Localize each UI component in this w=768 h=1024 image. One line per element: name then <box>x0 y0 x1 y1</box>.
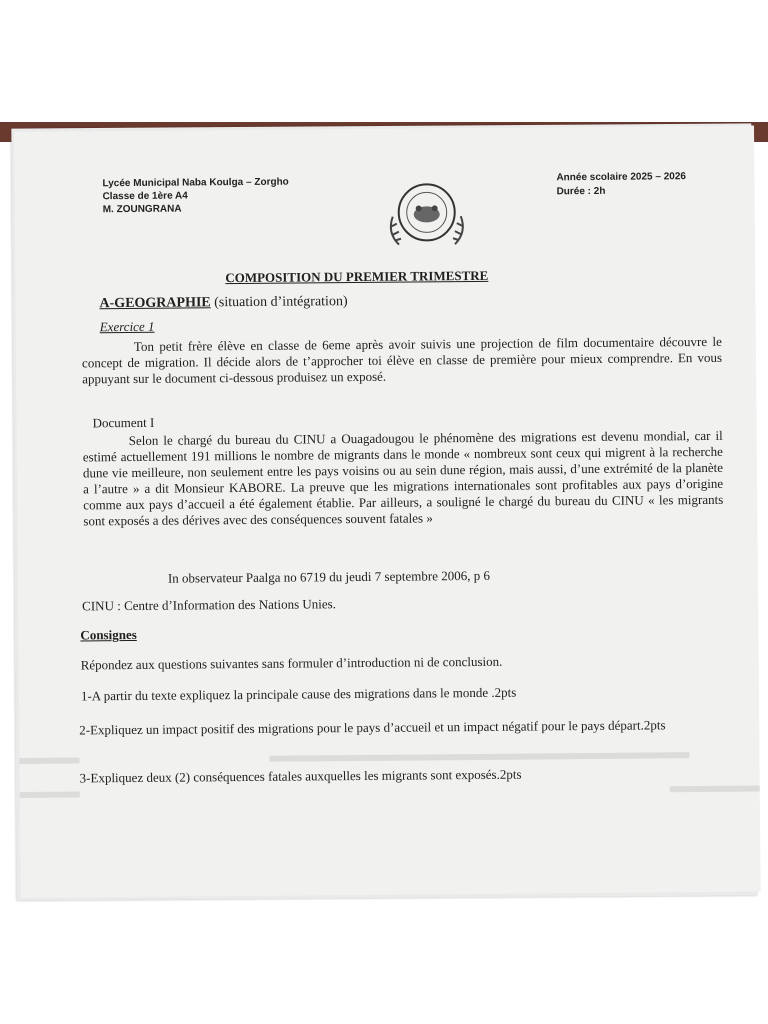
bleed-through-mark <box>269 752 689 762</box>
exercise-intro: Ton petit frère élève en classe de 6eme après avoir suivis une projection de film documentaire découvre le concept de migration. Il décide alors de t’approcher toi élève en classe de première pour mieux comprendre. En vous appuyant sur le document ci-dessous produisez un exposé. <box>81 333 723 387</box>
teacher-name: M. ZOUNGRANA <box>102 203 182 216</box>
bleed-through-mark <box>20 791 80 798</box>
exam-duration: Durée : 2h <box>556 185 606 198</box>
school-emblem-frog-icon <box>378 176 475 253</box>
section-subtitle: (situation d’intégration) <box>214 294 348 311</box>
document-label: Document I <box>92 414 155 431</box>
school-year-block <box>556 170 686 199</box>
bleed-through-mark <box>19 757 79 764</box>
question-3: 3-Expliquez deux (2) conséquences fatales auxquelles les migrants sont exposés.2pts <box>79 766 522 786</box>
cinu-note: CINU : Centre d’Information des Nations Unies. <box>82 596 337 614</box>
section-label: A-GEOGRAPHIE <box>99 295 211 312</box>
section-heading <box>99 294 347 312</box>
consignes-heading: Consignes <box>80 626 137 643</box>
exam-sheet <box>14 126 761 898</box>
school-year: Année scolaire 2025 – 2026 <box>556 171 686 184</box>
document-source: In observateur Paalga no 6719 du jeudi 7 septembre 2006, p 6 <box>167 567 490 586</box>
document-text: Selon le chargé du bureau du CINU a Ouagadougou le phénomène des migrations est devenu mondial, car il estimé actuellement 191 millions le nombre de migrants dans le monde « nombreux sont ceux qui migrent à la recherche dune vie meilleure, non seulement entre les pays voisins ou au sein dune région, mais aussi, d’une extrémité de la planète a l’autre » a dit Monsieur KABORE. La preuve que les migrations internationales sont profitables aux pays d’origine comme aux pays d’accueil a été également établie. Par ailleurs, a souligné le chargé du bureau du CINU « les migrants sont exposés a des dérives avec des conséquences souvent fatales » <box>82 427 724 529</box>
exercise-heading: Exercice 1 <box>99 318 155 335</box>
question-2: 2-Expliquez un impact positif des migrations pour le pays d’accueil et un impact négatif pour le pays départ.2pts <box>79 717 666 738</box>
question-1: 1-A partir du texte expliquez la principale cause des migrations dans le monde .2pts <box>80 684 517 704</box>
bleed-through-mark <box>670 786 760 793</box>
exam-title: COMPOSITION DU PREMIER TRIMESTRE <box>225 267 489 286</box>
school-header <box>102 176 289 217</box>
school-name: Lycée Municipal Naba Koulga – Zorgho <box>102 176 289 190</box>
class-name: Classe de 1ère A4 <box>102 190 188 203</box>
consignes-instruction: Répondez aux questions suivantes sans formuler d’introduction ni de conclusion. <box>80 653 503 673</box>
